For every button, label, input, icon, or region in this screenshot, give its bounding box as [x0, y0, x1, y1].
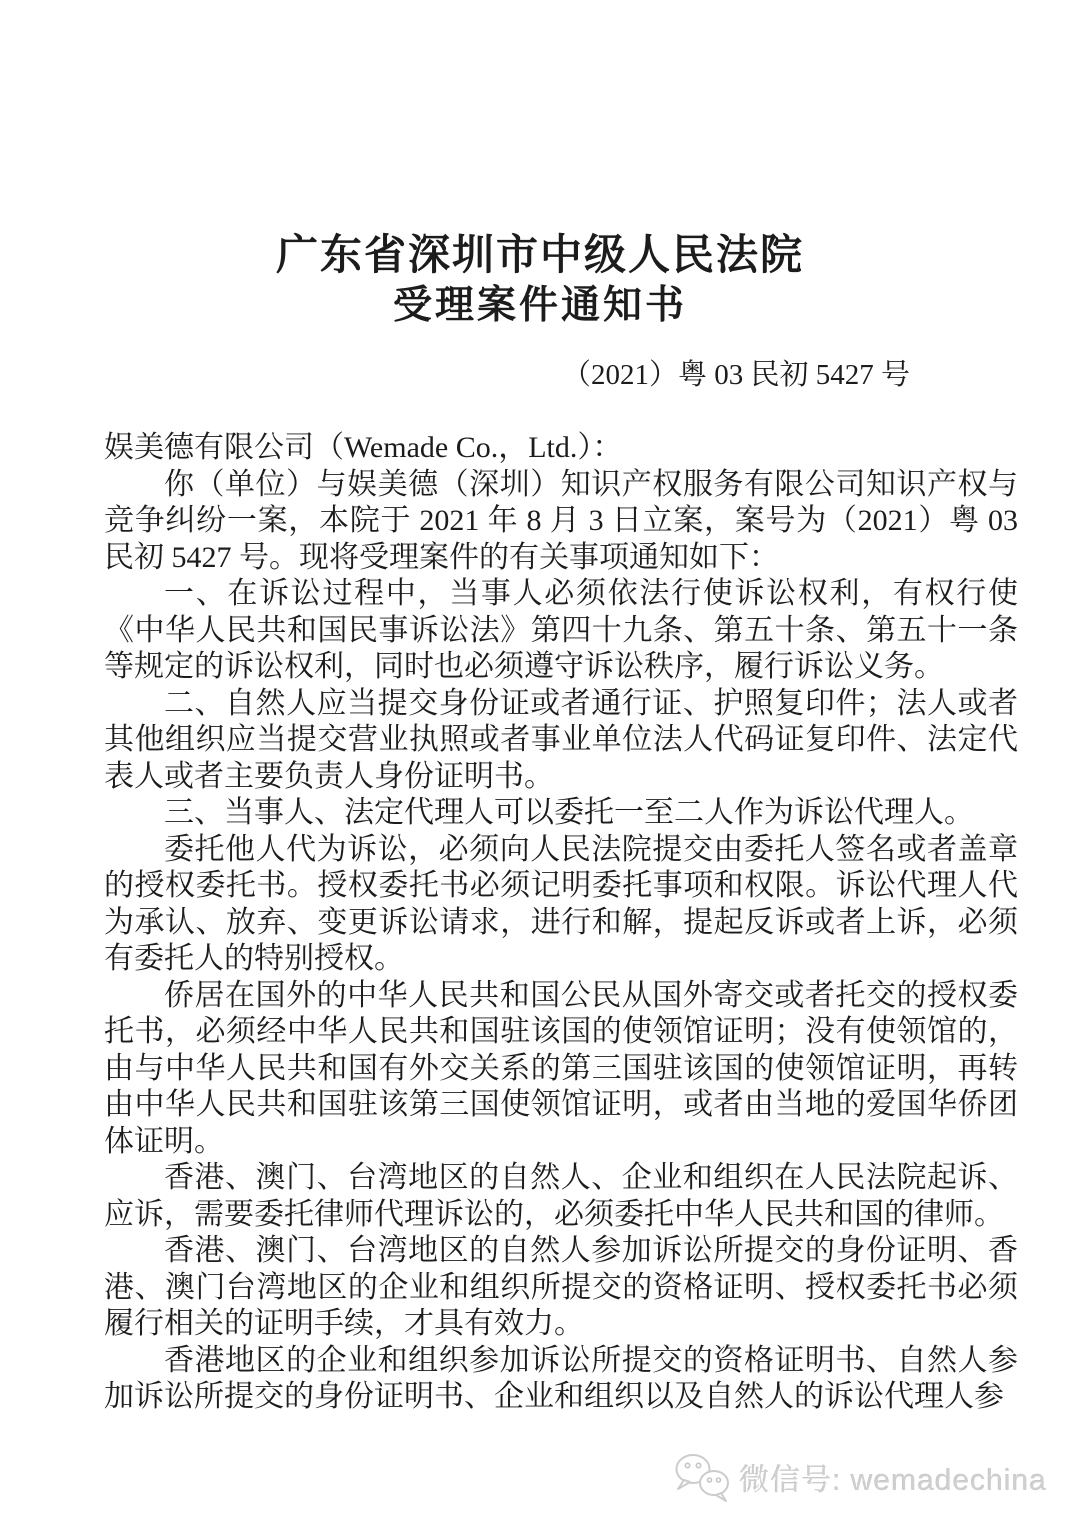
document-title-block: [0, 0, 1080, 330]
paragraph-intro: 你（单位）与娱美德（深圳）知识产权服务有限公司知识产权与竞争纠纷一案，本院于 2021 年 8 月 3 日立案，案号为（2021）粤 03 民初 5427 号。现将受理案件的有关事项通知如下：: [104, 467, 1018, 574]
document-type-title: 受理案件通知书: [392, 284, 687, 327]
paragraph-hk-macau-taiwan-certificates: 香港、澳门、台湾地区的自然人参加诉讼所提交的身份证明、香港、澳门台湾地区的企业和组织所提交的资格证明、授权委托书必须履行相关的证明手续，才具有效力。: [104, 1234, 1018, 1340]
paragraph-item-1: 一、在诉讼过程中，当事人必须依法行使诉讼权利，有权行使《中华人民共和国民事诉讼法》第四十九条、第五十条、第五十一条等规定的诉讼权利，同时也必须遵守诉讼秩序，履行诉讼义务。: [104, 577, 1018, 683]
wechat-icon: [673, 1452, 731, 1502]
watermark: [673, 1452, 1047, 1502]
paragraph-hk-macau-taiwan-lawyer: 香港、澳门、台湾地区的自然人、企业和组织在人民法院起诉、应诉，需要委托律师代理诉讼的，必须委托中华人民共和国的律师。: [104, 1161, 1018, 1231]
court-name: 广东省深圳市中级人民法院: [275, 233, 804, 279]
paragraph-hk-entities: 香港地区的企业和组织参加诉讼所提交的资格证明书、自然人参加诉讼所提交的身份证明书、企业和组织以及自然人的诉讼代理人参: [104, 1343, 1018, 1413]
document-body: [104, 430, 1018, 1416]
paragraph-authorization: 委托他人代为诉讼，必须向人民法院提交由委托人签名或者盖章的授权委托书。授权委托书必须记明委托事项和权限。诉讼代理人代为承认、放弃、变更诉讼请求，进行和解，提起反诉或者上诉，必须有委托人的特别授权。: [104, 832, 1018, 975]
watermark-text: 微信号: wemadechina: [739, 1464, 1047, 1497]
addressee-line: 娱美德有限公司（Wemade Co.，Ltd.）：: [104, 431, 623, 464]
paragraph-item-2: 二、自然人应当提交身份证或者通行证、护照复印件；法人或者其他组织应当提交营业执照或者事业单位法人代码证复印件、法定代表人或者主要负责人身份证明书。: [104, 686, 1018, 793]
paragraph-overseas-citizens: 侨居在国外的中华人民共和国公民从国外寄交或者托交的授权委托书，必须经中华人民共和国驻该国的使领馆证明；没有使领馆的，由与中华人民共和国有外交关系的第三国驻该国的使领馆证明，再转由中华人民共和国驻该第三国使领馆证明，或者由当地的爱国华侨团体证明。: [104, 978, 1018, 1158]
paragraph-item-3: 三、当事人、法定代理人可以委托一至二人作为诉讼代理人。: [164, 796, 974, 829]
case-number: （2021）粤 03 民初 5427 号: [561, 359, 910, 391]
